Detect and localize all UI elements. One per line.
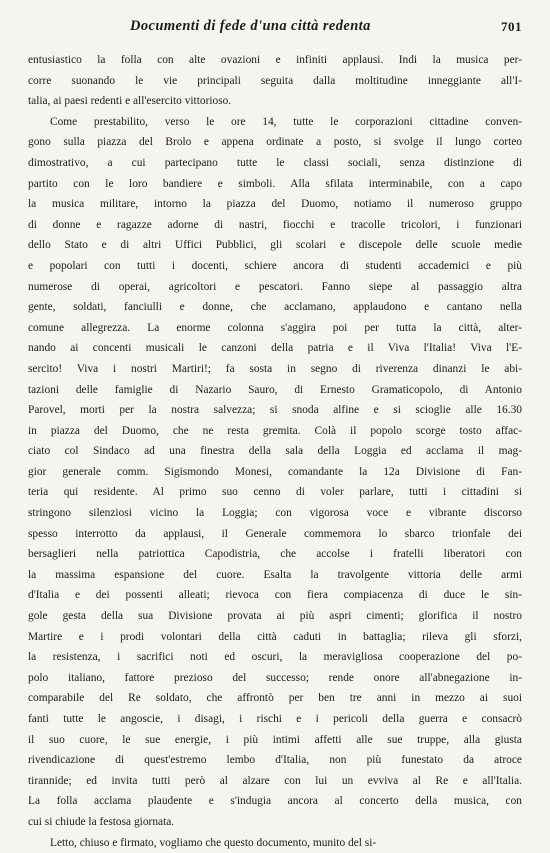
page-number: 701 [501,19,522,34]
text-line: dimostrativo, a cui partecipano tutte le classi sociali, senza distinzione di [28,156,522,169]
text-line: spesso interrotto da applausi, il Generale commemora lo sbarco trionfale dei [28,527,522,540]
text-line: dello Stato e di altri Uffici Pubblici, gli scolari e discepole delle scuole medie [28,239,522,252]
text-line: di donne e ragazze adorne di nastri, fiocchi e tracolle tricolori, i funzionari [28,218,522,231]
text-line: bersaglieri nella patriottica Capodistria, che accolse i fratelli liberatori con [28,548,522,561]
text-line: teria qui residente. Al primo suo cenno di voler parlare, tutti i cittadini si [28,486,522,499]
page-body [28,50,522,853]
text-line: partito con le loro bandiere e simboli. Alla sfilata interminabile, con a capo [28,177,522,190]
text-line: la massima espansione del cuore. Esalta la travolgente vittoria delle armi [28,568,522,581]
paragraph [28,50,522,112]
text-line: numerose di operai, agricoltori e pescatori. Fanno siepe al passaggio altra [28,280,522,293]
text-line: tazioni delle famiglie di Nazario Sauro, di Ernesto Gramaticopolo, di Antonio [28,383,522,396]
text-line: in piazza del Duomo, che ne resta gremita. Colà il popolo scorge tosto affac- [28,424,522,437]
text-line: polo italiano, fattore prezioso del successo; rende onore all'abnegazione in- [28,671,522,684]
text-line: ciato col Sindaco ad una finestra della sala della Loggia ed acclama il mag- [28,445,522,458]
text-line: sercito! Viva i nostri Martiri!; fa sosta in segno di riverenza dinanzi le abi- [28,362,522,375]
text-line: Letto, chiuso e firmato, vogliamo che questo documento, munito del si- [50,836,377,849]
text-line: gole gesta della sua Divisione provata ai più aspri cimenti; glorifica il nostro [28,610,522,623]
text-line: comparabile del Re soldato, che affrontò per ben tre anni in mezzo ai suoi [28,692,522,705]
text-line: Parovel, morti per la nostra salvezza; si snoda alfine e si scioglie alle 16.30 [28,404,522,417]
page-header [28,16,522,42]
text-line: talia, ai paesi redenti e all'esercito vittorioso. [28,95,232,108]
text-line: corre suonando le vie principali seguita dalla moltitudine inneggiante all'I- [28,74,522,87]
text-line: Martire e i prodi volontari della città caduti in battaglia; rileva gli sforzi, [28,630,522,643]
text-line: d'Italia e dei possenti alleati; rievoca con fiera compiacenza di duce le sin- [28,589,522,602]
text-line: nando ai concenti musicali le canzoni della patria e il Viva l'Italia! Viva l'E- [28,342,522,355]
text-line: il suo cuore, le sue energie, i più intimi affetti alle sue truppe, alla giusta [28,733,522,746]
paragraph [28,833,522,853]
text-line: entusiastico la folla con alte ovazioni e infiniti applausi. Indi la musica per- [28,54,522,66]
paragraph [28,112,522,833]
text-line: Come prestabilito, verso le ore 14, tutte le corporazioni cittadine conven- [50,115,522,128]
text-line: gior generale comm. Sigismondo Monesi, comandante la 12a Divisione di Fan- [28,465,522,478]
text-line: La folla acclama plaudente e s'indugia ancora al concerto della musica, con [28,795,522,808]
text-line: gente, soldati, fanciulli e donne, che acclamano, applaudono e cantano nella [28,301,522,314]
text-line: la resistenza, i sacrifici noti ed oscuri, la meravigliosa cooperazione del po- [28,651,522,664]
text-line: e popolari con tutti i docenti, schiere ancora di studenti accademici e più [28,259,522,272]
text-line: cui si chiude la festosa giornata. [28,815,175,828]
text-line: tirannide; ed invita tutti però al alzare con lui un evviva al Re e all'Italia. [28,774,522,787]
text-line: gono sulla piazza del Brolo e appena ordinate a posto, si svolge il lungo corteo [28,136,522,149]
running-title: Documenti di fede d'una città redenta [130,18,371,34]
text-line: la musica militare, intorno la piazza del Duomo, notiamo il numeroso gruppo [28,198,522,211]
text-line: rivendicazione di quest'estremo lembo d'Italia, non più funestato da atroce [28,754,522,767]
text-line: comune allegrezza. La enorme colonna s'aggira poi per tutta la città, alter- [28,321,522,334]
text-line: fanti tutte le angoscie, i disagi, i rischi e i pericoli della guerra e consacrò [28,713,522,725]
text-line: stringono silenziosi vicino la Loggia; con vigorosa voce e vibrante discorso [28,507,522,520]
